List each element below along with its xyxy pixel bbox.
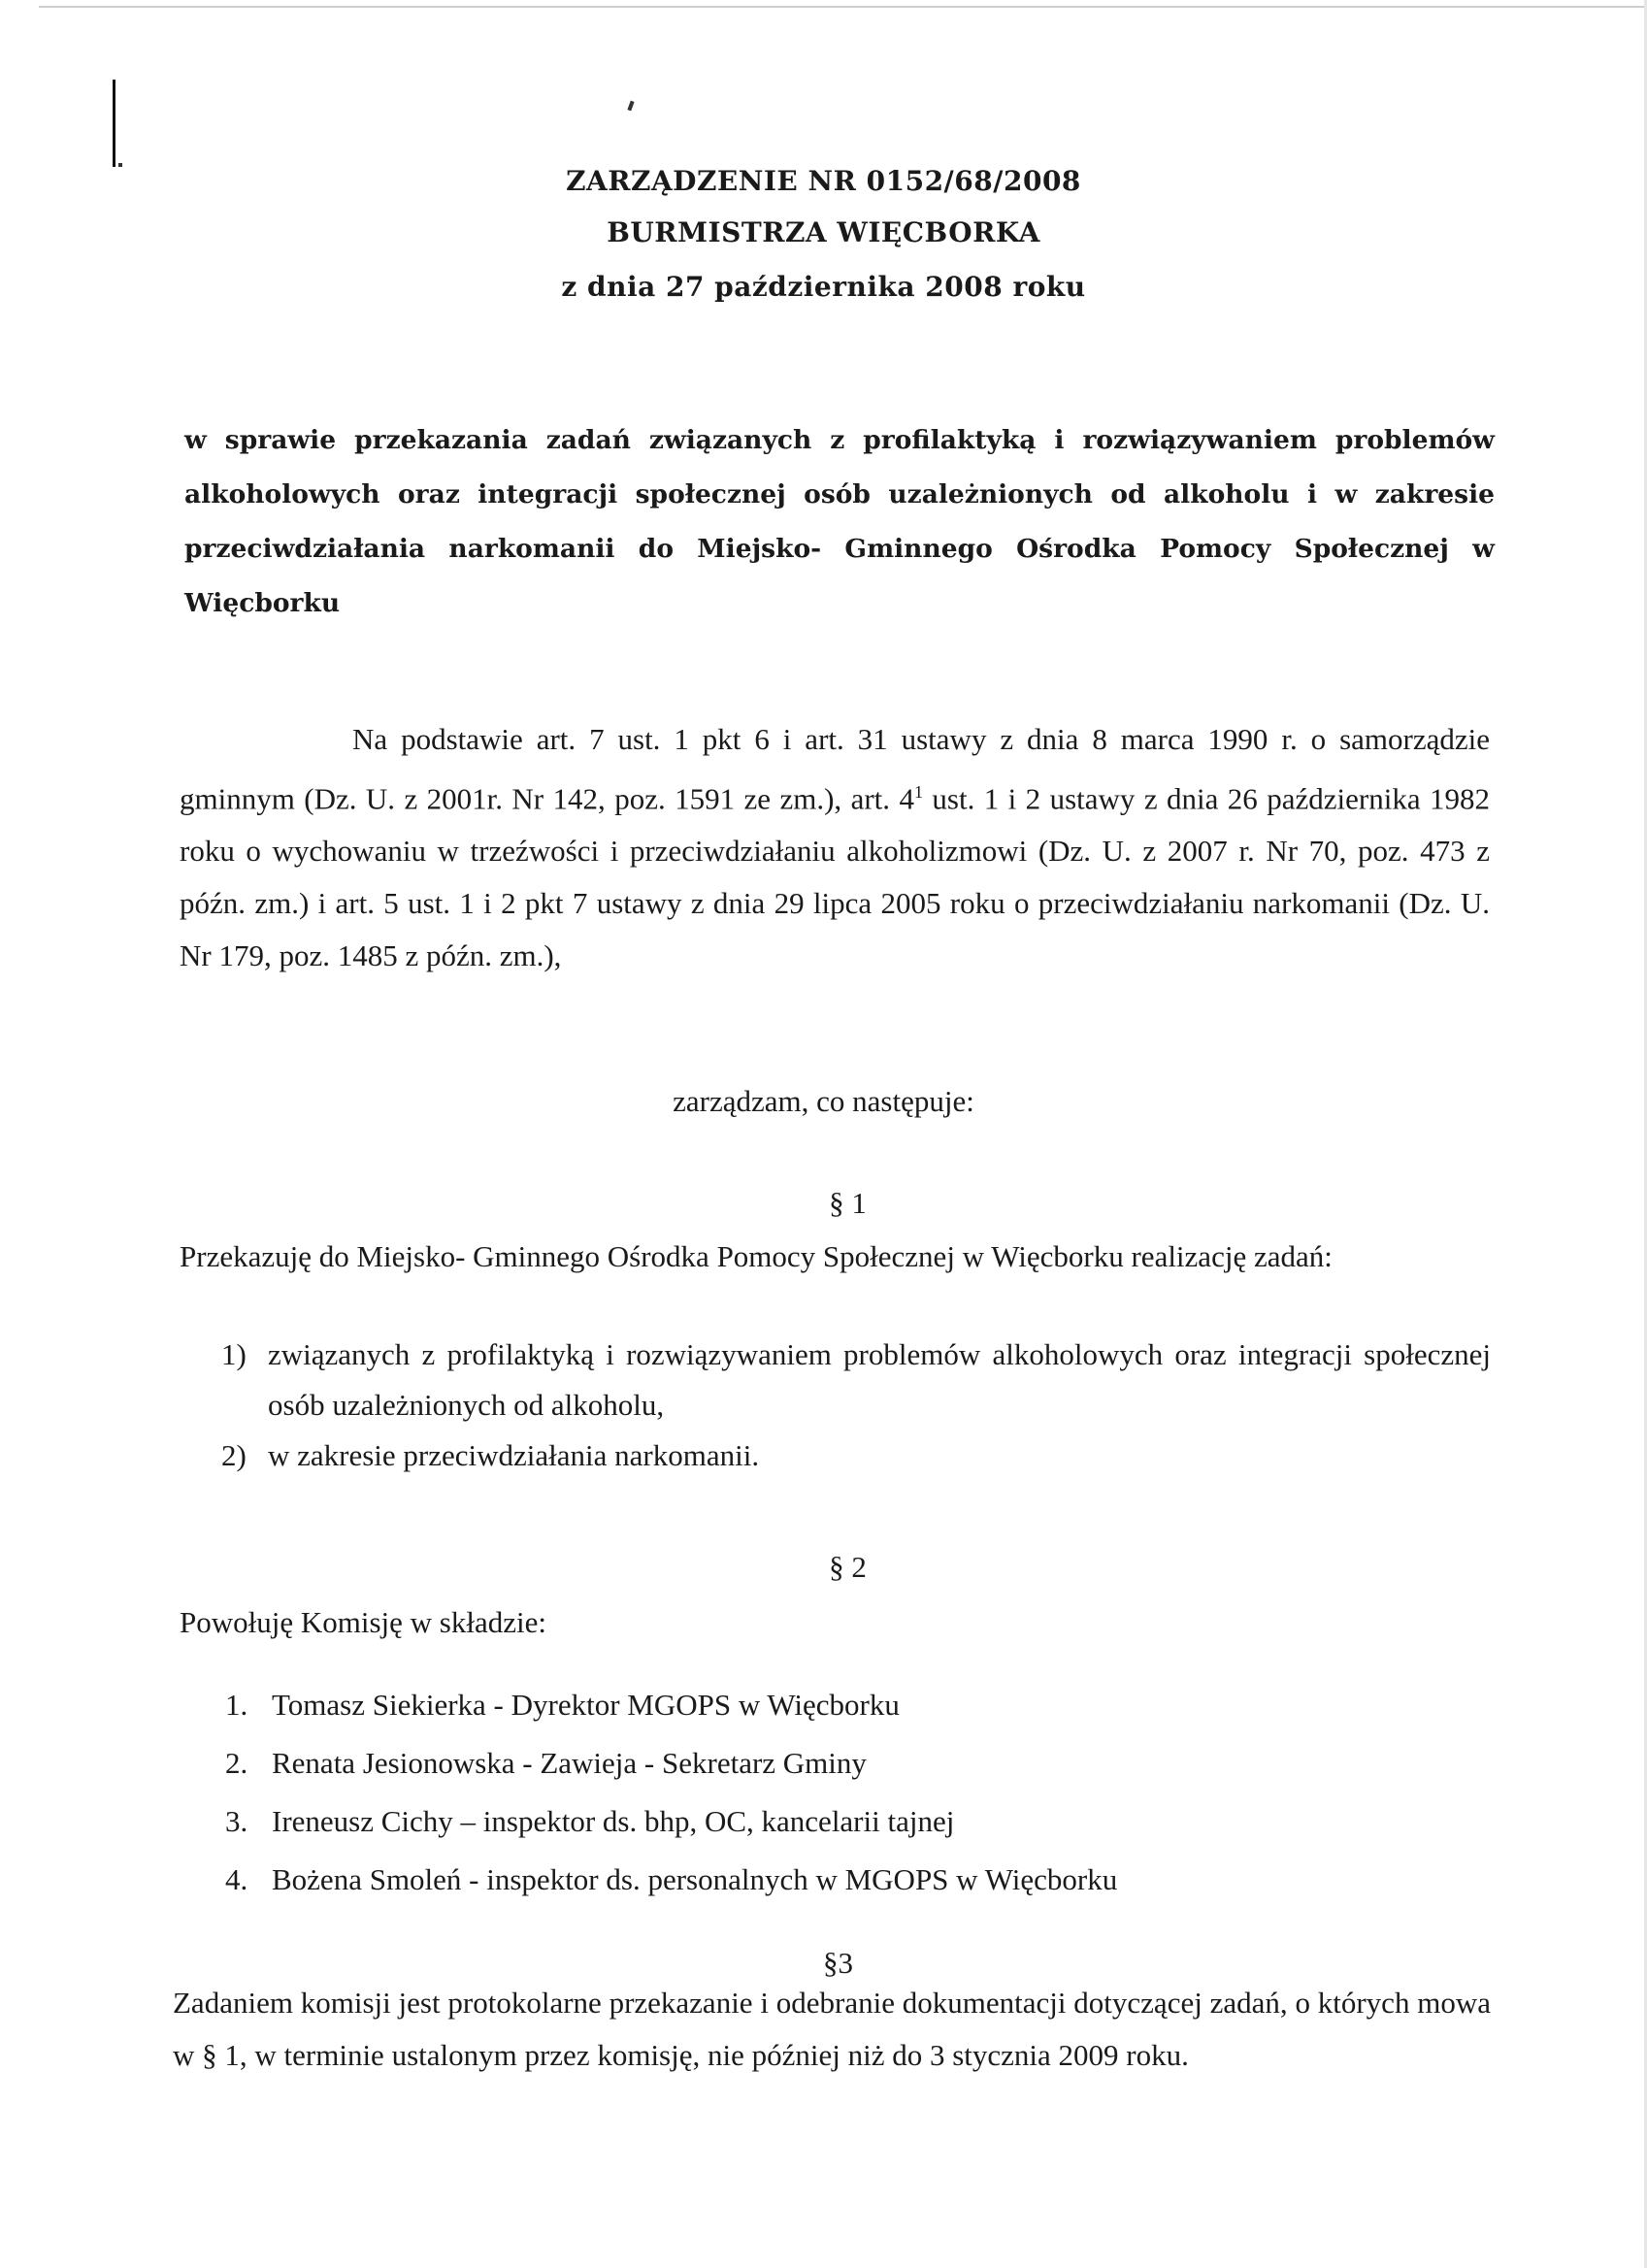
list-item: [221, 1430, 1491, 1481]
decree-phrase: zarządzam, co następuje:: [673, 1084, 974, 1118]
list-item-text: Tomasz Siekierka - Dyrektor MGOPS w Więcborku: [272, 1688, 900, 1722]
list-item: [225, 1855, 1390, 1913]
task-list: [221, 1330, 1491, 1481]
margin-mark: [113, 80, 115, 167]
list-item-number: 1.: [225, 1688, 248, 1722]
scan-speck: [627, 101, 634, 112]
list-item: [225, 1738, 1390, 1796]
list-item-number: 1): [221, 1337, 247, 1371]
section3-text: Zadaniem komisji jest protokolarne przekazanie i odebranie dokumentacji dotyczącej zadań, o których mowa w § 1, w terminie ustalonym przez komisję, nie później niż do 3 stycznia 2009 roku.: [173, 1986, 1491, 2072]
section2-heading: § 2: [829, 1550, 867, 1584]
decree-subject: w sprawie przekazania zadań związanych z profilaktyką i rozwiązywaniem problemów alkoholowych oraz integracji społecznej osób uzależnionych od alkoholu i w zakresie przeciwdziałania narkomanii do Miejsko- Gminnego Ośrodka Pomocy Społecznej w Więcborku: [184, 425, 1495, 618]
list-item-number: 4.: [225, 1862, 248, 1896]
list-item: [225, 1680, 1390, 1738]
list-item-number: 2): [221, 1438, 247, 1472]
section3-heading: §3: [823, 1946, 853, 1980]
legal-basis-part1: Na podstawie art. 7 ust. 1 pkt 6 i art. 31 ustawy z dnia 8 marca 1990 r. o samorządzie gminnym (Dz. U. z 2001r. Nr 142, poz. 1591 ze zm.), art. 4: [180, 722, 1490, 816]
list-item-text: Bożena Smoleń - inspektor ds. personalnych w MGOPS w Więcborku: [272, 1862, 1118, 1896]
list-item-number: 3.: [225, 1804, 248, 1838]
list-item-text: związanych z profilaktyką i rozwiązywaniem problemów alkoholowych oraz integracji społecznej osób uzależnionych od alkoholu,: [268, 1337, 1491, 1422]
list-item-text: w zakresie przeciwdziałania narkomanii.: [268, 1438, 760, 1472]
issuer: BURMISTRZA WIĘCBORKA: [607, 216, 1040, 248]
scan-edge-line: [39, 6, 1647, 8]
decree-number: ZARZĄDZENIE NR 0152/68/2008: [566, 165, 1081, 197]
list-item-text: Ireneusz Cichy – inspektor ds. bhp, OC, kancelarii tajnej: [272, 1804, 955, 1838]
legal-basis-part2: ust. 1 i 2 ustawy z dnia 26 października 1982 roku o wychowaniu w trzeźwości i przeciwdziałaniu alkoholizmowi (Dz. U. z 2007 r. Nr 70, poz. 473 z późn. zm.) i art. 5 ust. 1 i 2 pkt 7 ustawy z dnia 29 lipca 2005 roku o przeciwdziałaniu narkomanii (Dz. U. Nr 179, poz. 1485 z późn. zm.),: [180, 781, 1490, 973]
section1-heading: § 1: [829, 1186, 867, 1220]
section2-intro: Powołuję Komisję w składzie:: [180, 1605, 546, 1639]
decree-date: z dnia 27 października 2008 roku: [561, 271, 1086, 303]
list-item-number: 2.: [225, 1746, 248, 1780]
commission-members: [225, 1680, 1390, 1913]
list-item-text: Renata Jesionowska - Zawieja - Sekretarz Gminy: [272, 1746, 867, 1780]
legal-basis-superscript: 1: [913, 782, 923, 802]
section1-intro: Przekazuję do Miejsko- Gminnego Ośrodka Pomocy Społecznej w Więcborku realizację zadań:: [180, 1239, 1333, 1273]
list-item: [225, 1796, 1390, 1855]
list-item: [221, 1330, 1491, 1430]
legal-basis: [180, 713, 1490, 982]
